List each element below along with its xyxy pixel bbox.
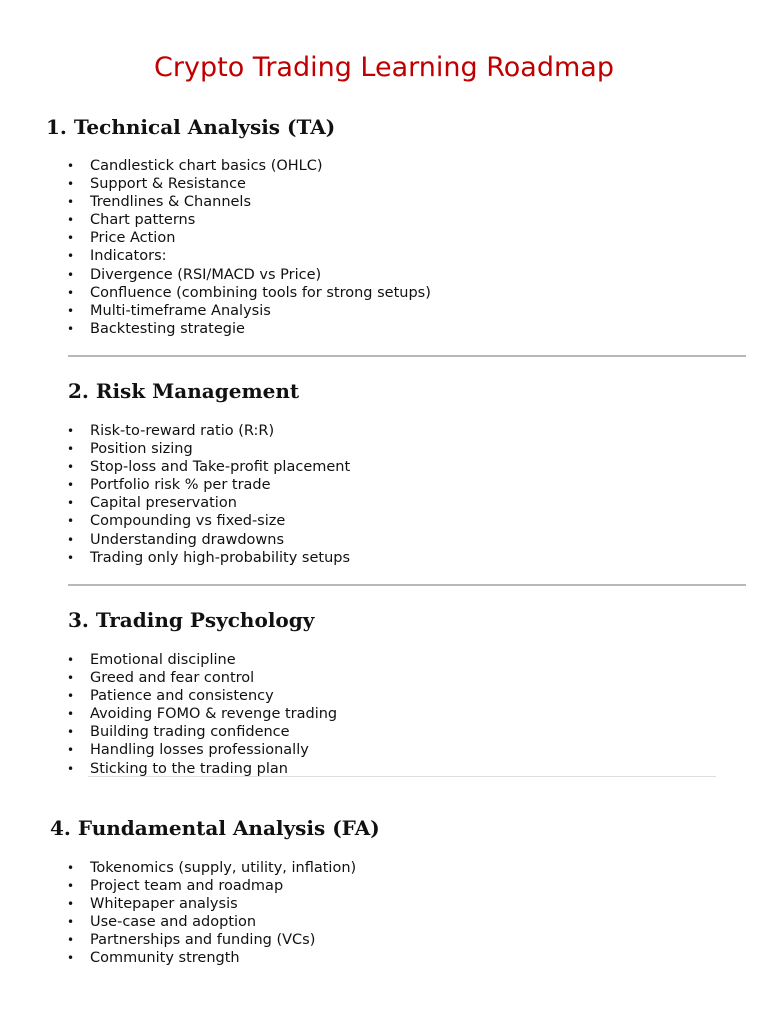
- list-item: • Price Action: [67, 230, 176, 247]
- list-item: • Indicators:: [67, 248, 167, 265]
- list-item: • Confluence (combining tools for strong setups): [67, 284, 431, 301]
- list-item: • Divergence (RSI/MACD vs Price): [67, 266, 322, 283]
- trading-psychology-list: [67, 651, 337, 778]
- list-item: • Avoiding FOMO & revenge trading: [67, 706, 338, 723]
- list-item: • Greed and fear control: [67, 670, 255, 687]
- bullet-icon: •: [67, 514, 75, 529]
- bullet-icon: •: [67, 933, 75, 948]
- bullet-icon: •: [67, 424, 75, 438]
- bullet-icon: •: [67, 653, 75, 667]
- bullet-icon: •: [67, 743, 75, 758]
- bullet-icon: •: [67, 460, 75, 475]
- bullet-icon: •: [67, 195, 75, 210]
- bullet-icon: •: [67, 231, 75, 246]
- list-item: • Building trading confidence: [67, 724, 290, 741]
- bullet-icon: •: [67, 249, 75, 264]
- bullet-icon: •: [67, 861, 75, 875]
- bullet-icon: •: [67, 267, 75, 282]
- bullet-icon: •: [67, 897, 75, 912]
- list-item: • Handling losses professionally: [67, 742, 309, 759]
- page-title: Crypto Trading Learning Roadmap: [154, 52, 614, 83]
- bullet-icon: •: [67, 177, 75, 192]
- bullet-icon: •: [67, 761, 75, 776]
- bullet-icon: •: [67, 285, 75, 300]
- list-item: • Patience and consistency: [67, 688, 274, 705]
- list-item: • Trendlines & Channels: [67, 194, 252, 211]
- list-item: • Use-case and adoption: [67, 914, 257, 931]
- section-divider: [68, 584, 746, 586]
- bullet-icon: •: [67, 550, 75, 565]
- list-item: • Understanding drawdowns: [67, 531, 285, 548]
- list-item: • Compounding vs fixed-size: [67, 513, 286, 530]
- bullet-icon: •: [67, 478, 75, 493]
- list-item: • Backtesting strategie: [67, 320, 245, 337]
- bullet-icon: •: [67, 321, 75, 336]
- section-divider: [88, 776, 716, 777]
- bullet-icon: •: [67, 951, 75, 966]
- list-item: • Chart patterns: [67, 212, 196, 229]
- fundamental-analysis-list: [67, 859, 356, 968]
- list-item: • Risk-to-reward ratio (R:R): [67, 423, 275, 439]
- bullet-icon: •: [67, 159, 75, 173]
- technical-analysis-list: [67, 157, 431, 338]
- list-item: • Sticking to the trading plan: [67, 760, 288, 777]
- list-item: • Partnerships and funding (VCs): [67, 932, 316, 949]
- list-item: • Multi-timeframe Analysis: [67, 302, 271, 319]
- bullet-icon: •: [67, 671, 75, 686]
- list-item: • Community strength: [67, 950, 240, 967]
- list-item: • Candlestick chart basics (OHLC): [67, 158, 323, 174]
- bullet-icon: •: [67, 213, 75, 228]
- bullet-icon: •: [67, 303, 75, 318]
- section-heading-fundamental-analysis: 4. Fundamental Analysis (FA): [50, 816, 380, 840]
- list-item: • Portfolio risk % per trade: [67, 477, 271, 494]
- list-item: • Support & Resistance: [67, 176, 246, 193]
- bullet-icon: •: [67, 879, 75, 894]
- list-item: • Position sizing: [67, 441, 193, 458]
- section-heading-trading-psychology: 3. Trading Psychology: [68, 608, 315, 632]
- list-item: • Tokenomics (supply, utility, inflation): [67, 860, 357, 876]
- list-item: • Whitepaper analysis: [67, 896, 238, 913]
- bullet-icon: •: [67, 496, 75, 511]
- section-heading-risk-management: 2. Risk Management: [68, 379, 300, 403]
- list-item: • Stop-loss and Take-profit placement: [67, 459, 351, 476]
- list-item: • Capital preservation: [67, 495, 237, 512]
- bullet-icon: •: [67, 442, 75, 457]
- risk-management-list: [67, 422, 350, 567]
- list-item: • Project team and roadmap: [67, 878, 284, 895]
- bullet-icon: •: [67, 915, 75, 930]
- section-heading-technical-analysis: 1. Technical Analysis (TA): [46, 115, 336, 139]
- bullet-icon: •: [67, 532, 75, 547]
- bullet-icon: •: [67, 707, 75, 722]
- list-item: • Emotional discipline: [67, 652, 236, 668]
- bullet-icon: •: [67, 725, 75, 740]
- section-divider: [68, 355, 746, 357]
- list-item: • Trading only high-probability setups: [67, 549, 351, 566]
- bullet-icon: •: [67, 689, 75, 704]
